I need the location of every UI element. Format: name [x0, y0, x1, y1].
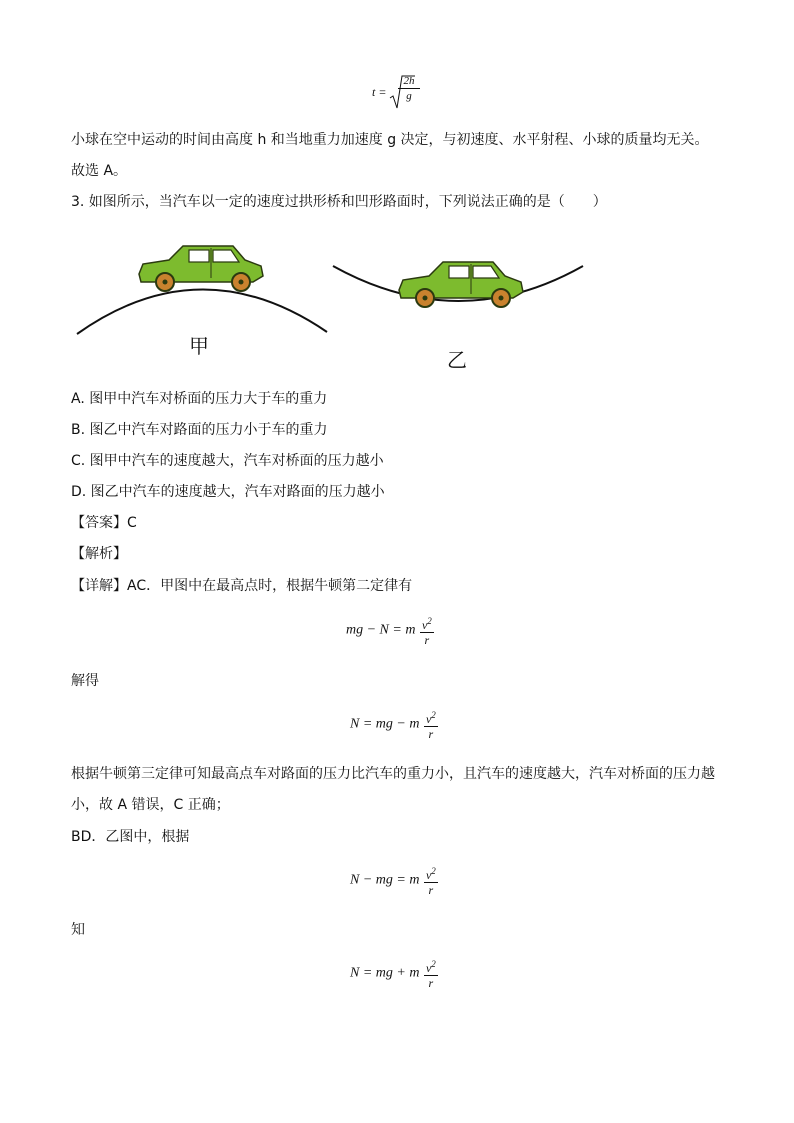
third-law-line-2: 小，故 A 错误，C 正确；	[71, 797, 230, 813]
car-on-arch	[139, 246, 263, 291]
option-c: C. 图甲中汽车的速度越大，汽车对桥面的压力越小	[71, 453, 384, 469]
solve-label: 解得	[71, 673, 99, 689]
radicand-numerator: 2h	[398, 74, 420, 89]
question-3: 3. 如图所示，当汽车以一定的速度过拱形桥和凹形路面时，下列说法正确的是（ ）	[71, 194, 607, 210]
equation-2-lhs: N = mg − m	[350, 716, 420, 732]
equation-3-lhs: N − mg = m	[350, 872, 420, 888]
equation-4-den: r	[428, 976, 434, 990]
equation-3-num: v	[425, 868, 432, 882]
equation-4-fraction	[424, 957, 438, 990]
paragraph-choose-a: 故选 A。	[71, 163, 128, 179]
arch-bridge-curve	[77, 289, 327, 334]
figure-bridges	[71, 236, 591, 376]
know-label: 知	[71, 922, 85, 938]
equation-2-num: v	[425, 712, 432, 726]
figure-label-jia: 甲	[189, 334, 209, 358]
equation-2-fraction	[424, 708, 438, 741]
equation-time-radicand	[398, 74, 420, 103]
equation-4	[350, 957, 438, 990]
answer-label: 【答案】C	[71, 515, 137, 531]
bd-label: BD．乙图中，根据	[71, 829, 190, 845]
equation-4-sup: 2	[431, 959, 436, 969]
equation-time-lhs: t =	[372, 84, 387, 99]
equation-3	[350, 864, 438, 897]
equation-2	[350, 708, 438, 741]
radicand-denominator: g	[406, 90, 412, 102]
equation-1-fraction	[420, 614, 434, 647]
equation-1-sup: 2	[427, 616, 432, 626]
third-law-line-1: 根据牛顿第三定律可知最高点车对路面的压力比汽车的重力小，且汽车的速度越大，汽车对桥面的压力越	[71, 766, 715, 782]
equation-1-num: v	[421, 618, 428, 632]
option-a: A. 图甲中汽车对桥面的压力大于车的重力	[71, 391, 328, 407]
equation-2-den: r	[428, 727, 434, 741]
equation-1-lhs: mg − N = m	[346, 622, 416, 638]
option-d: D. 图乙中汽车的速度越大，汽车对路面的压力越小	[71, 484, 385, 500]
equation-3-sup: 2	[431, 866, 436, 876]
equation-3-den: r	[428, 883, 434, 897]
detail-ac: 【详解】AC．甲图中在最高点时，根据牛顿第二定律有	[71, 578, 413, 594]
equation-1	[346, 614, 434, 647]
equation-1-den: r	[424, 633, 430, 647]
option-b: B. 图乙中汽车对路面的压力小于车的重力	[71, 422, 328, 438]
bridge-illustration	[71, 236, 591, 376]
analysis-label: 【解析】	[71, 546, 127, 562]
equation-4-lhs: N = mg + m	[350, 965, 420, 981]
equation-4-num: v	[425, 961, 432, 975]
paragraph-time-depends: 小球在空中运动的时间由高度 h 和当地重力加速度 g 决定，与初速度、水平射程、小球的质量均无关。	[71, 132, 709, 148]
figure-label-yi: 乙	[447, 348, 467, 372]
equation-3-fraction	[424, 864, 438, 897]
equation-2-sup: 2	[431, 710, 436, 720]
